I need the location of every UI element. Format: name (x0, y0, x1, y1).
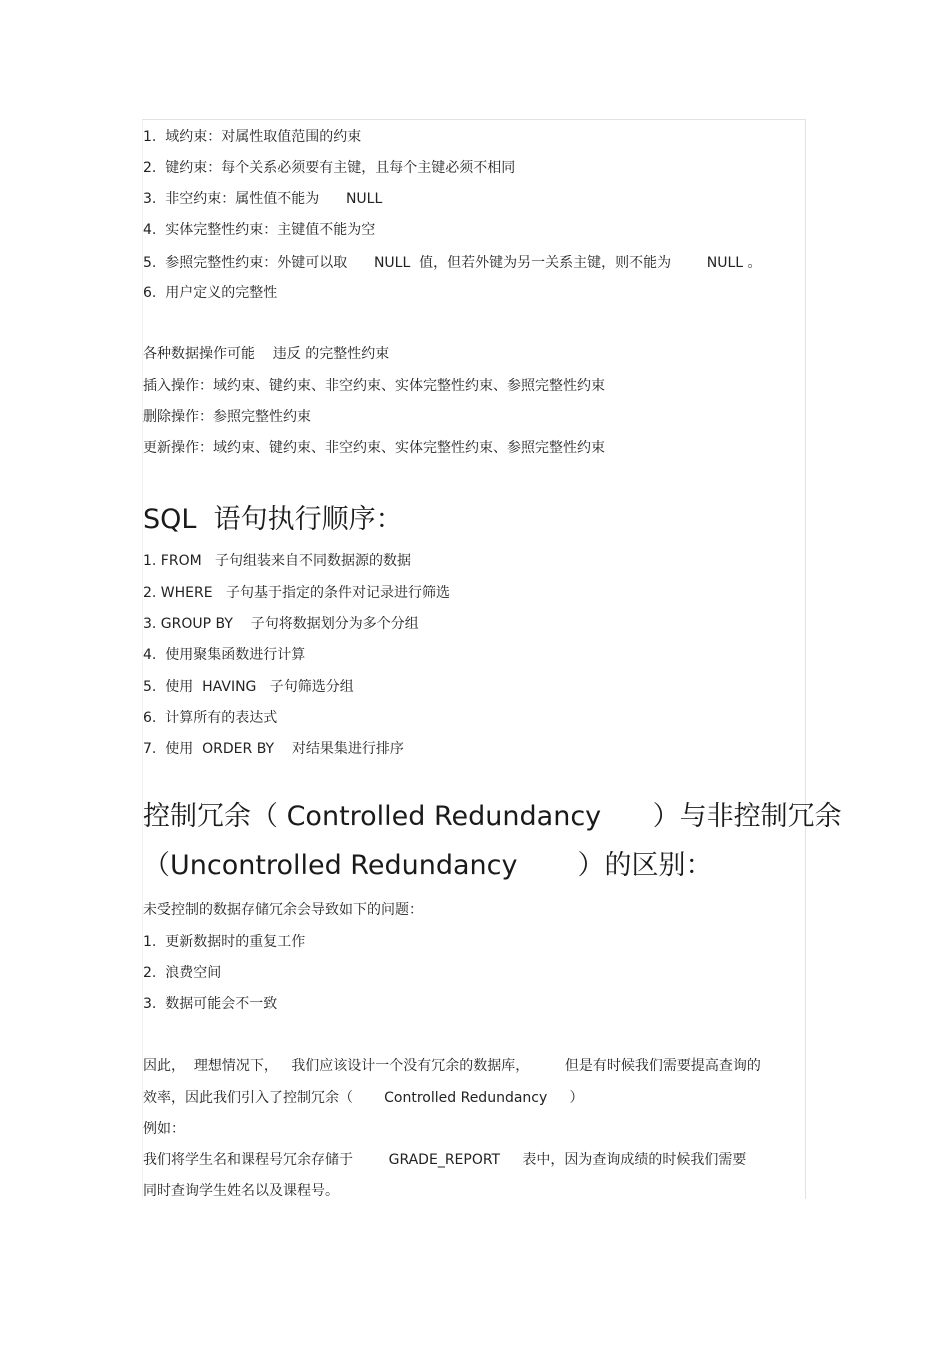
paragraph-line-2: 效率，因此我们引入了控制冗余（ Controlled Redundancy ） (143, 1090, 584, 1106)
sql-step-1: 1. FROM 子句组装来自不同数据源的数据 (143, 553, 412, 569)
sql-step-4: 4. 使用聚集函数进行计算 (143, 647, 306, 663)
violations-title: 各种数据操作可能 违反 的完整性约束 (143, 346, 390, 362)
constraint-item-1: 1. 域约束：对属性取值范围的约束 (143, 129, 362, 145)
problems-intro: 未受控制的数据存储冗余会导致如下的问题： (143, 902, 423, 918)
sql-order-heading: SQL 语句执行顺序： (143, 504, 403, 535)
sql-step-2: 2. WHERE 子句基于指定的条件对记录进行筛选 (143, 585, 450, 601)
constraint-item-2: 2. 键约束：每个关系必须要有主键，且每个主键必须不相同 (143, 160, 516, 176)
constraint-item-6: 6. 用户定义的完整性 (143, 285, 278, 301)
problem-item-1: 1. 更新数据时的重复工作 (143, 934, 306, 950)
problem-item-2: 2. 浪费空间 (143, 965, 222, 981)
sql-step-3: 3. GROUP BY 子句将数据划分为多个分组 (143, 616, 419, 632)
paragraph-line-5: 同时查询学生姓名以及课程号。 (143, 1183, 339, 1199)
constraint-item-3: 3. 非空约束：属性值不能为 NULL (143, 191, 383, 207)
sql-step-7: 7. 使用 ORDER BY 对结果集进行排序 (143, 741, 404, 757)
redundancy-heading-line-2: （Uncontrolled Redundancy ）的区别： (143, 850, 713, 881)
sql-step-6: 6. 计算所有的表达式 (143, 710, 278, 726)
constraint-item-4: 4. 实体完整性约束：主键值不能为空 (143, 222, 376, 238)
violation-update: 更新操作：域约束、键约束、非空约束、实体完整性约束、参照完整性约束 (143, 440, 605, 456)
sql-step-5: 5. 使用 HAVING 子句筛选分组 (143, 679, 354, 695)
constraint-item-5: 5. 参照完整性约束：外键可以取 NULL 值，但若外键为另一关系主键，则不能为 NULL 。 (143, 255, 762, 271)
redundancy-heading-line-1: 控制冗余（ Controlled Redundancy ）与非控制冗余 (143, 801, 842, 832)
paragraph-line-1: 因此， 理想情况下， 我们应该设计一个没有冗余的数据库， 但是有时候我们需要提高查询的 (143, 1058, 761, 1074)
paragraph-line-3: 例如： (143, 1121, 185, 1137)
violation-insert: 插入操作：域约束、键约束、非空约束、实体完整性约束、参照完整性约束 (143, 378, 605, 394)
violation-delete: 删除操作：参照完整性约束 (143, 409, 311, 425)
problem-item-3: 3. 数据可能会不一致 (143, 996, 278, 1012)
paragraph-line-4: 我们将学生名和课程号冗余存储于 GRADE_REPORT 表中，因为查询成绩的时候我们需要 (143, 1152, 747, 1168)
